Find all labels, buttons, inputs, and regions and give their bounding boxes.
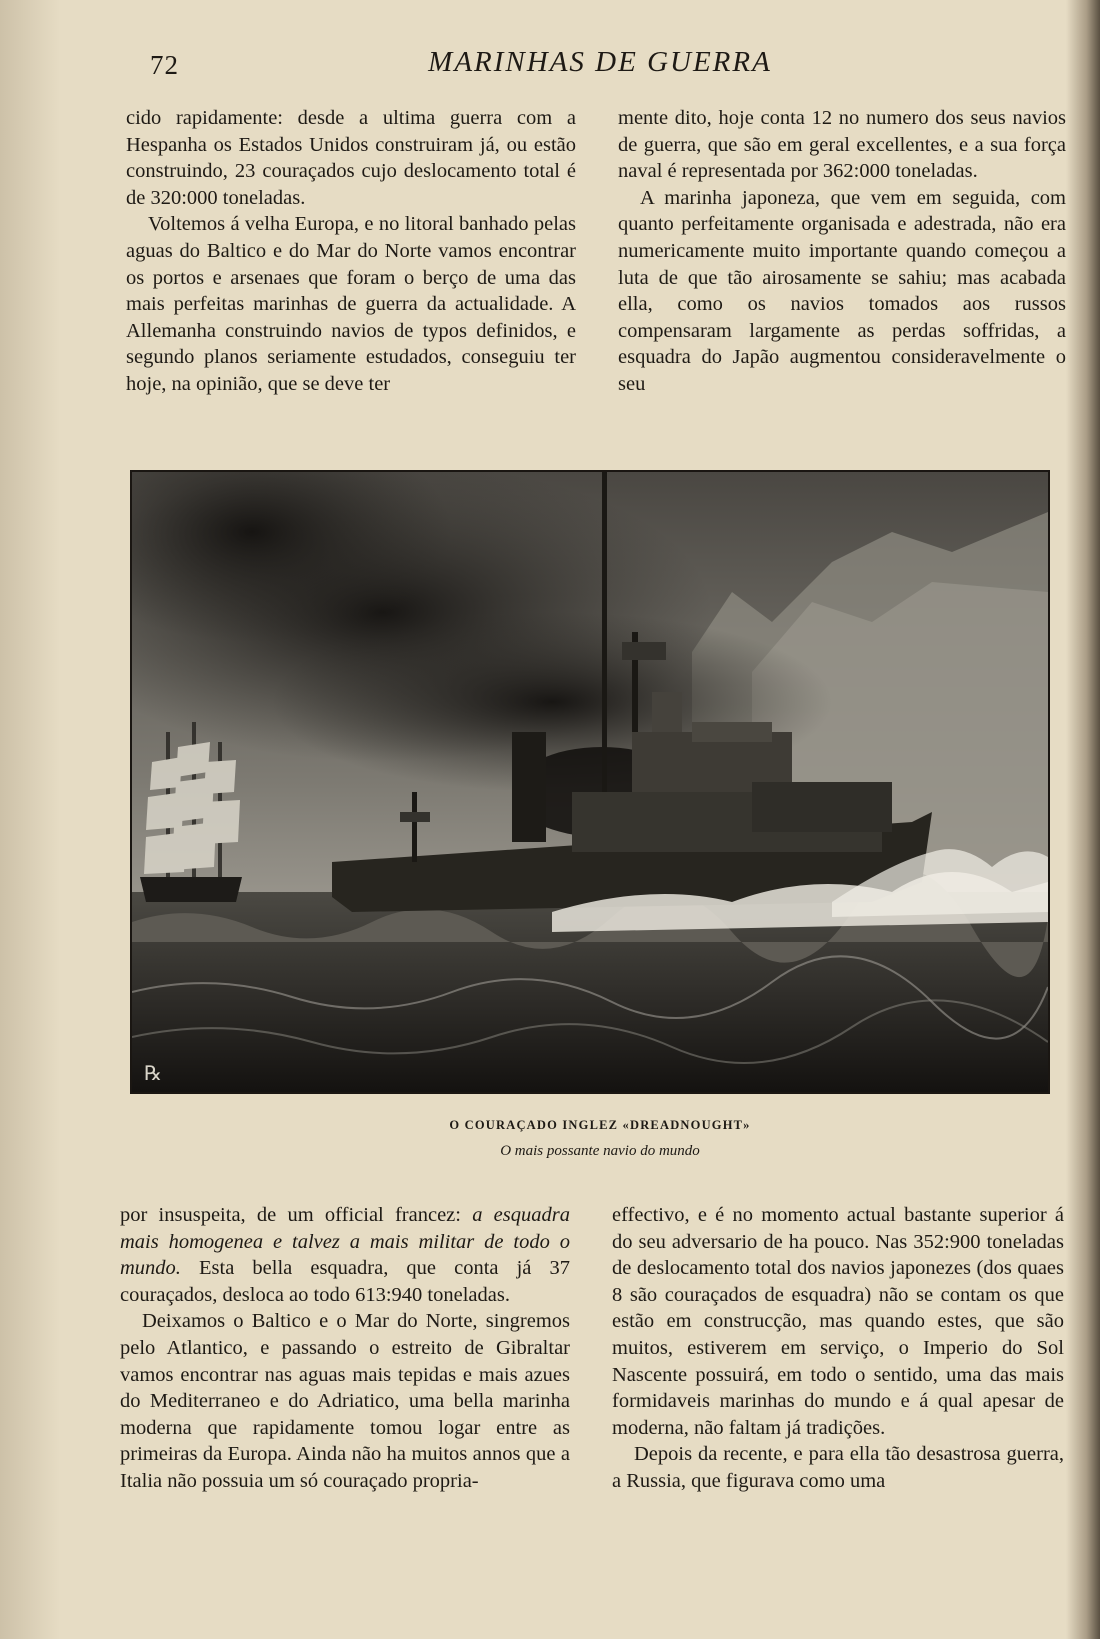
paragraph: cido rapidamente: desde a ultima guerra com a Hespanha os Estados Unidos construiram já, ou estão construindo, 23 couraçados cujo deslocamento total é de 320:000 toneladas.: [126, 107, 576, 209]
text-column-bottom-right: [612, 1202, 1064, 1495]
paragraph-text: por insuspeita, de um official francez:: [120, 1204, 473, 1226]
paragraph: Deixamos o Baltico e o Mar do Norte, singremos pelo Atlantico, e passando o estreito de Gibraltar vamos encontrar nas aguas mais tepidas e mais azues do Mediterraneo e do Adriatico, uma bella marinha moderna que rapidamente tomou logar entre as primeiras da Europa. Ainda não ha muitos annos que a Italia não possuia um só couraçado propria-: [120, 1310, 570, 1492]
caption-subtitle: O mais possante navio do mundo: [500, 1143, 700, 1159]
text-column-top-left: [126, 105, 576, 398]
paragraph: effectivo, e é no momento actual bastante superior á do seu adversario de ha pouco. Nas 352:900 toneladas de deslocamento total dos navios japonezes (dos quaes 8 são couraçados de esquadra) não se contam os que estão em construcção, mas quando estes, que são muitos, estiverem em serviço, o Imperio do Sol Nascente possuirá, em todo o sentido, uma das mais formidaveis marinhas do mundo e á qual apesar de moderna, não faltam já tradições.: [612, 1204, 1064, 1439]
artist-monogram: ℞: [144, 1063, 162, 1085]
running-title: MARINHAS DE GUERRA: [428, 46, 772, 78]
paragraph-text: Esta bella esquadra, que conta já 37 couraçados, desloca ao todo 613:940 toneladas.: [120, 1257, 570, 1306]
paragraph: A marinha japoneza, que vem em seguida, com quanto perfeitamente organisada e adestrada, não era numericamente muito importante quando começou a luta de que tão airosamente se sahiu; mas acabada ella, como os navios tomados aos russos compensaram largamente as perdas soffridas, a esquadra do Japão augmentou consideravelmente o seu: [618, 186, 1066, 395]
page-edge-shadow-right: [1066, 0, 1100, 1639]
paragraph: Voltemos á velha Europa, e no litoral banhado pelas aguas do Baltico e do Mar do Norte vamos encontrar os portos e arsenaes que foram o berço de uma das mais perfeitas marinhas de guerra da actualidade. A Allemanha construindo navios de typos definidos, e segundo planos seriamente estudados, conseguiu ter hoje, na opinião, que se deve ter: [126, 213, 576, 395]
text-column-bottom-left: [120, 1202, 570, 1495]
italic-quote: a esquadra mais homogenea e talvez a mais militar de todo o mundo.: [120, 1204, 570, 1280]
paragraph: [120, 1202, 570, 1308]
paragraph: mente dito, hoje conta 12 no numero dos seus navios de guerra, que são em geral excellentes, e a sua força naval é representada por 362:000 toneladas.: [618, 107, 1066, 183]
page-number: 72: [150, 50, 179, 80]
text-column-top-right: [618, 105, 1066, 398]
caption-title: O COURAÇADO INGLEZ «DREADNOUGHT»: [449, 1118, 751, 1132]
battleship-illustration: [130, 470, 1050, 1094]
paragraph: Depois da recente, e para ella tão desastrosa guerra, a Russia, que figurava como uma: [612, 1443, 1064, 1492]
page-edge-shadow-left: [0, 0, 60, 1639]
